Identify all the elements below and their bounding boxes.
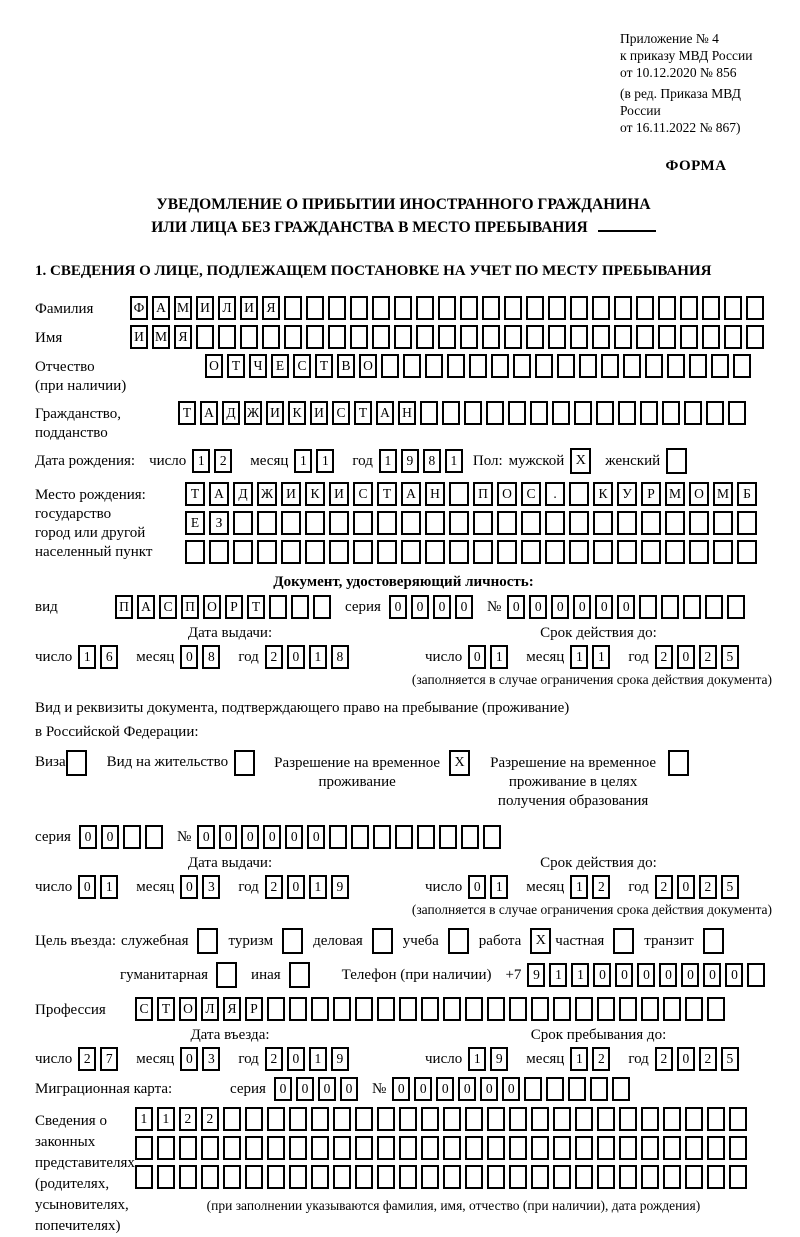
residence-permit-option: [107, 750, 255, 776]
doc-series-label: серия: [345, 598, 381, 615]
birth-year-boxes[interactable]: 1 9 8 1: [379, 449, 467, 473]
doc-expiry-heading: Срок действия до:: [540, 625, 657, 641]
legal-representatives-row1[interactable]: 1 1 2 2: [135, 1107, 751, 1131]
residence-number-label: №: [176, 828, 192, 845]
year-label: год: [628, 878, 649, 895]
doc-type-boxes[interactable]: П А С П О Р Т: [115, 595, 335, 619]
doc-series-boxes[interactable]: 0 0 0 0: [389, 595, 477, 619]
sex-female-checkbox[interactable]: [666, 448, 687, 474]
legal-representatives-row3[interactable]: [135, 1165, 751, 1189]
purpose-tourism-checkbox[interactable]: [282, 928, 303, 954]
migration-number-label: №: [371, 1080, 387, 1097]
doc-issue-heading: Дата выдачи:: [187, 625, 273, 641]
doc-expiry-day[interactable]: 0 1: [468, 645, 512, 669]
doc-issue-year[interactable]: 2 0 1 8: [265, 645, 353, 669]
visa-option: [35, 750, 87, 776]
residence-expiry-month[interactable]: 1 2: [570, 875, 614, 899]
migration-number-boxes[interactable]: 0 0 0 0 0 0: [392, 1077, 634, 1101]
phone-boxes[interactable]: 9 1 1 0 0 0 0 0 0 0: [527, 963, 769, 987]
day-label: число: [35, 1050, 73, 1067]
day-label: число: [35, 648, 73, 665]
edition-line: (в ред. Приказа МВД России: [620, 86, 741, 118]
surname-label: Фамилия: [35, 301, 94, 317]
appendix-line: Приложение № 4: [620, 31, 719, 46]
year-label: год: [628, 648, 649, 665]
doc-expiry-month[interactable]: 1 1: [570, 645, 614, 669]
residence-series-boxes[interactable]: 0 0: [79, 825, 167, 849]
residence-doc-intro: Вид и реквизиты документа, подтверждающего право на пребывание (проживание) в Российской Федерации:: [35, 700, 570, 740]
birth-place-label: Место рождения: государство город или другой населенный пункт: [35, 487, 153, 560]
residence-expiry-heading: Срок действия до:: [540, 855, 657, 871]
purpose-transit-checkbox[interactable]: [703, 928, 724, 954]
purpose-humanitarian-label: гуманитарная: [120, 966, 209, 983]
day-label: число: [425, 878, 463, 895]
year-label: год: [628, 1050, 649, 1067]
patronymic-label: Отчество (при наличии): [35, 359, 127, 394]
appendix-line: от 10.12.2020 № 856: [620, 65, 737, 80]
appendix-line: к приказу МВД России: [620, 48, 753, 63]
purpose-private-checkbox[interactable]: [613, 928, 634, 954]
legal-representatives-label: Сведения о законных представителях (родителях, усыновителях, попечителях): [35, 1113, 135, 1234]
residence-issue-year[interactable]: 2 0 1 9: [265, 875, 353, 899]
purpose-other-checkbox[interactable]: [289, 962, 310, 988]
surname-boxes[interactable]: Ф А М И Л И Я: [130, 296, 768, 320]
visa-checkbox[interactable]: [66, 750, 87, 776]
purpose-humanitarian-checkbox[interactable]: [216, 962, 237, 988]
purpose-work-checkbox[interactable]: X: [530, 928, 551, 954]
purpose-study-checkbox[interactable]: [448, 928, 469, 954]
residence-issue-heading: Дата выдачи:: [187, 855, 273, 871]
purpose-official-label: служебная: [120, 932, 189, 949]
profession-label: Профессия: [35, 1002, 106, 1018]
citizenship-boxes[interactable]: Т А Д Ж И К И С Т А Н: [178, 401, 750, 425]
year-label: год: [238, 878, 259, 895]
purpose-tourism-label: туризм: [228, 932, 274, 949]
sex-male-label: мужской: [508, 452, 565, 469]
sex-label: Пол:: [472, 452, 503, 469]
stay-until-heading: Срок пребывания до:: [530, 1027, 667, 1043]
birth-date-label: Дата рождения:: [35, 452, 136, 469]
visa-label: Виза: [35, 754, 66, 770]
purpose-transit-label: транзит: [644, 932, 694, 949]
legal-representatives-row2[interactable]: [135, 1136, 751, 1160]
patronymic-boxes[interactable]: О Т Ч Е С Т В О: [205, 354, 755, 378]
stay-month[interactable]: 1 2: [570, 1047, 614, 1071]
purpose-business-checkbox[interactable]: [372, 928, 393, 954]
migration-series-label: серия: [230, 1080, 266, 1097]
residence-series-label: серия: [35, 828, 71, 845]
month-label: месяц: [526, 648, 565, 665]
entry-day[interactable]: 2 7: [78, 1047, 122, 1071]
entry-date-heading: Дата въезда:: [190, 1027, 270, 1043]
purpose-work-label: работа: [478, 932, 522, 949]
month-label: месяц: [136, 878, 175, 895]
sex-male-checkbox[interactable]: X: [570, 448, 591, 474]
residence-expiry-day[interactable]: 0 1: [468, 875, 512, 899]
residence-issue-month[interactable]: 0 3: [180, 875, 224, 899]
legal-representatives-note: (при заполнении указываются фамилия, имя, отчество (при наличии), дата рождения): [206, 1198, 701, 1213]
section1-heading: 1. СВЕДЕНИЯ О ЛИЦЕ, ПОДЛЕЖАЩЕМ ПОСТАНОВКЕ НА УЧЕТ ПО МЕСТУ ПРЕБЫВАНИЯ: [35, 263, 712, 279]
year-label: год: [352, 452, 373, 469]
profession-boxes[interactable]: С Т О Л Я Р: [135, 997, 729, 1021]
title-blank-line: [598, 230, 656, 232]
purpose-official-checkbox[interactable]: [197, 928, 218, 954]
residence-issue-day[interactable]: 0 1: [78, 875, 122, 899]
doc-number-label: №: [486, 598, 502, 615]
purpose-private-label: частная: [555, 932, 605, 949]
residence-permit-checkbox[interactable]: [234, 750, 255, 776]
residence-expiry-year[interactable]: 2 0 2 5: [655, 875, 743, 899]
residence-expiry-note: (заполняется в случае ограничения срока действия документа): [411, 902, 772, 917]
month-label: месяц: [526, 1050, 565, 1067]
month-label: месяц: [136, 1050, 175, 1067]
doc-expiry-year[interactable]: 2 0 2 5: [655, 645, 743, 669]
phone-label: Телефон (при наличии): [341, 966, 492, 983]
identity-doc-heading: Документ, удостоверяющий личность:: [273, 574, 534, 590]
stay-day[interactable]: 1 9: [468, 1047, 512, 1071]
temp-residence-label: Разрешение на временное проживание: [274, 755, 441, 790]
stay-year[interactable]: 2 0 2 5: [655, 1047, 743, 1071]
form-title-line2: ИЛИ ЛИЦА БЕЗ ГРАЖДАНСТВА В МЕСТО ПРЕБЫВАНИЯ: [151, 219, 588, 236]
residence-permit-label: Вид на жительство: [106, 754, 229, 770]
year-label: год: [238, 648, 259, 665]
month-label: месяц: [136, 648, 175, 665]
migration-series-boxes[interactable]: 0 0 0 0: [274, 1077, 362, 1101]
temp-residence-edu-option: [484, 750, 689, 811]
doc-issue-day[interactable]: 1 6: [78, 645, 122, 669]
birth-place-row3[interactable]: [185, 540, 761, 564]
birth-place-row2[interactable]: Е З: [185, 511, 761, 535]
citizenship-label: Гражданство, подданство: [35, 406, 122, 441]
year-label: год: [238, 1050, 259, 1067]
purpose-other-label: иная: [251, 966, 281, 983]
purpose-study-label: учеба: [402, 932, 439, 949]
temp-residence-option: [271, 750, 470, 792]
edition-line: от 16.11.2022 № 867): [620, 120, 741, 135]
temp-residence-edu-label: Разрешение на временное проживание в целях получения образования: [490, 755, 657, 809]
birth-place-row1[interactable]: Т А Д Ж И К И С Т А Н П О С . К У Р М О М Б: [185, 482, 761, 506]
entry-month[interactable]: 0 3: [180, 1047, 224, 1071]
temp-residence-edu-checkbox[interactable]: [668, 750, 689, 776]
form-title-line1: УВЕДОМЛЕНИЕ О ПРИБЫТИИ ИНОСТРАННОГО ГРАЖДАНИНА: [156, 196, 651, 213]
day-label: число: [425, 1050, 463, 1067]
purpose-business-label: деловая: [313, 932, 363, 949]
birth-month-boxes[interactable]: 1 1: [294, 449, 338, 473]
entry-year[interactable]: 2 0 1 9: [265, 1047, 353, 1071]
doc-number-boxes[interactable]: 0 0 0 0 0 0: [507, 595, 749, 619]
doc-issue-month[interactable]: 0 8: [180, 645, 224, 669]
form-label: ФОРМА: [665, 158, 727, 174]
month-label: месяц: [250, 452, 289, 469]
form-title: [35, 193, 772, 239]
residence-number-boxes[interactable]: 0 0 0 0 0 0: [197, 825, 505, 849]
purpose-label: Цель въезда:: [35, 932, 116, 949]
appendix-block: [620, 30, 772, 136]
migration-card-label: Миграционная карта:: [35, 1080, 173, 1097]
phone-prefix: +7: [505, 966, 522, 983]
given-name-label: Имя: [35, 330, 63, 346]
doc-type-label: вид: [35, 598, 58, 615]
doc-expiry-note: (заполняется в случае ограничения срока действия документа): [411, 672, 772, 687]
day-label: число: [149, 452, 187, 469]
month-label: месяц: [526, 878, 565, 895]
day-label: число: [35, 878, 73, 895]
sex-female-label: женский: [605, 452, 661, 469]
given-name-boxes[interactable]: И М Я: [130, 325, 768, 349]
temp-residence-checkbox[interactable]: X: [449, 750, 470, 776]
birth-day-boxes[interactable]: 1 2: [192, 449, 236, 473]
day-label: число: [425, 648, 463, 665]
